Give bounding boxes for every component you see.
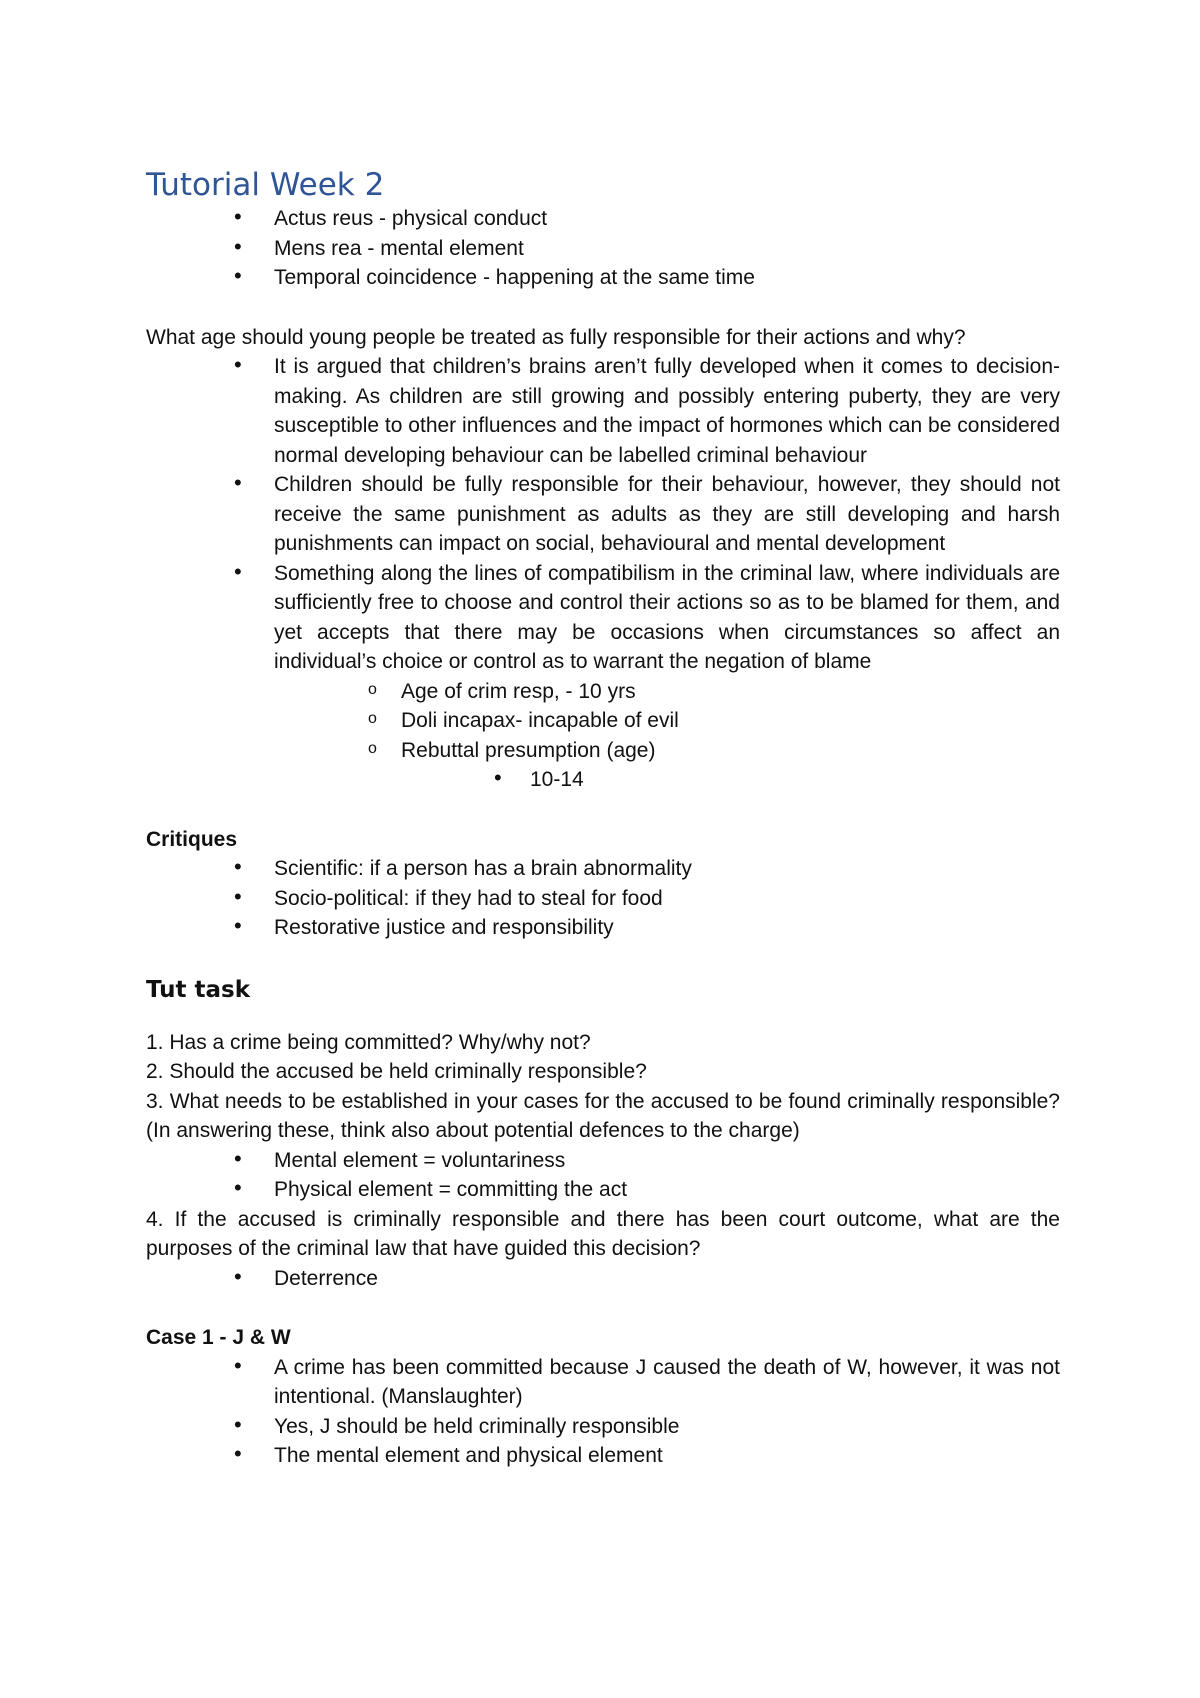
answer-bullet-list <box>146 352 1060 677</box>
document-body <box>146 166 1060 1471</box>
tut-task-heading: Tut task <box>146 976 251 1003</box>
case-1-heading: Case 1 - J & W <box>146 1326 291 1349</box>
list-item: • Restorative justice and responsibility <box>146 913 1060 943</box>
list-item: • Temporal coincidence - happening at the same time <box>146 263 1060 293</box>
spacer <box>146 1293 1060 1323</box>
intro-bullet-list <box>146 204 1060 293</box>
critiques-heading: Critiques <box>146 827 238 851</box>
list-item: • It is argued that children’s brains aren’t fully developed when it comes to decision-making. As children are still growing and possibly entering puberty, they are very susceptible to other influences and the impact of hormones which can be considered normal developing behaviour can be labelled criminal behaviour <box>146 352 1060 470</box>
spacer <box>146 795 1060 825</box>
question-text: What age should young people be treated as fully responsible for their actions and why? <box>146 325 966 349</box>
sub-list-item: o Doli incapax- incapable of evil <box>146 706 1060 736</box>
list-item: • Mental element = voluntariness <box>146 1146 1060 1176</box>
spacer <box>146 943 1060 971</box>
sub-bullet-list <box>146 677 1060 766</box>
task-question-2: 2. Should the accused be held criminally responsible? <box>146 1060 647 1083</box>
list-item: • Mens rea - mental element <box>146 234 1060 264</box>
list-item: • The mental element and physical element <box>146 1441 1060 1471</box>
critiques-list <box>146 854 1060 943</box>
sub-sub-bullet-list <box>146 765 1060 795</box>
list-item: • Yes, J should be held criminally responsible <box>146 1412 1060 1442</box>
task-question-3-bullets <box>146 1146 1060 1205</box>
task-question-3: 3. What needs to be established in your cases for the accused to be found criminally responsible? (In answering these, think also about potential defences to the charge) <box>146 1089 1060 1142</box>
task-question-1: 1. Has a crime being committed? Why/why not? <box>146 1030 591 1054</box>
case-1-bullets <box>146 1353 1060 1471</box>
list-item: • Something along the lines of compatibilism in the criminal law, where individuals are sufficiently free to choose and control their actions so as to be blamed for them, and yet accepts that there may be occasions when circumstances so affect an individual’s choice or control as to warrant the negation of blame <box>146 559 1060 677</box>
task-question-4-bullets <box>146 1264 1060 1294</box>
list-item: • Physical element = committing the act <box>146 1175 1060 1205</box>
list-item: • Deterrence <box>146 1264 1060 1294</box>
task-question-4: 4. If the accused is criminally responsible and there has been court outcome, what are the purposes of the criminal law that have guided this decision? <box>146 1207 1060 1260</box>
list-item: • Scientific: if a person has a brain abnormality <box>146 854 1060 884</box>
list-item: • Socio-political: if they had to steal for food <box>146 884 1060 914</box>
sub-list-item: o Rebuttal presumption (age) <box>146 736 1060 766</box>
sub-list-item: o Age of crim resp, - 10 yrs <box>146 677 1060 707</box>
spacer <box>146 293 1060 323</box>
sub-sub-list-item: • 10-14 <box>146 765 1060 795</box>
list-item: • Children should be fully responsible for their behaviour, however, they should not receive the same punishment as adults as they are still developing and harsh punishments can impact on social, behavioural and mental development <box>146 470 1060 559</box>
list-item: • Actus reus - physical conduct <box>146 204 1060 234</box>
page-title: Tutorial Week 2 <box>146 167 385 203</box>
list-item: • A crime has been committed because J caused the death of W, however, it was not intentional. (Manslaughter) <box>146 1353 1060 1412</box>
